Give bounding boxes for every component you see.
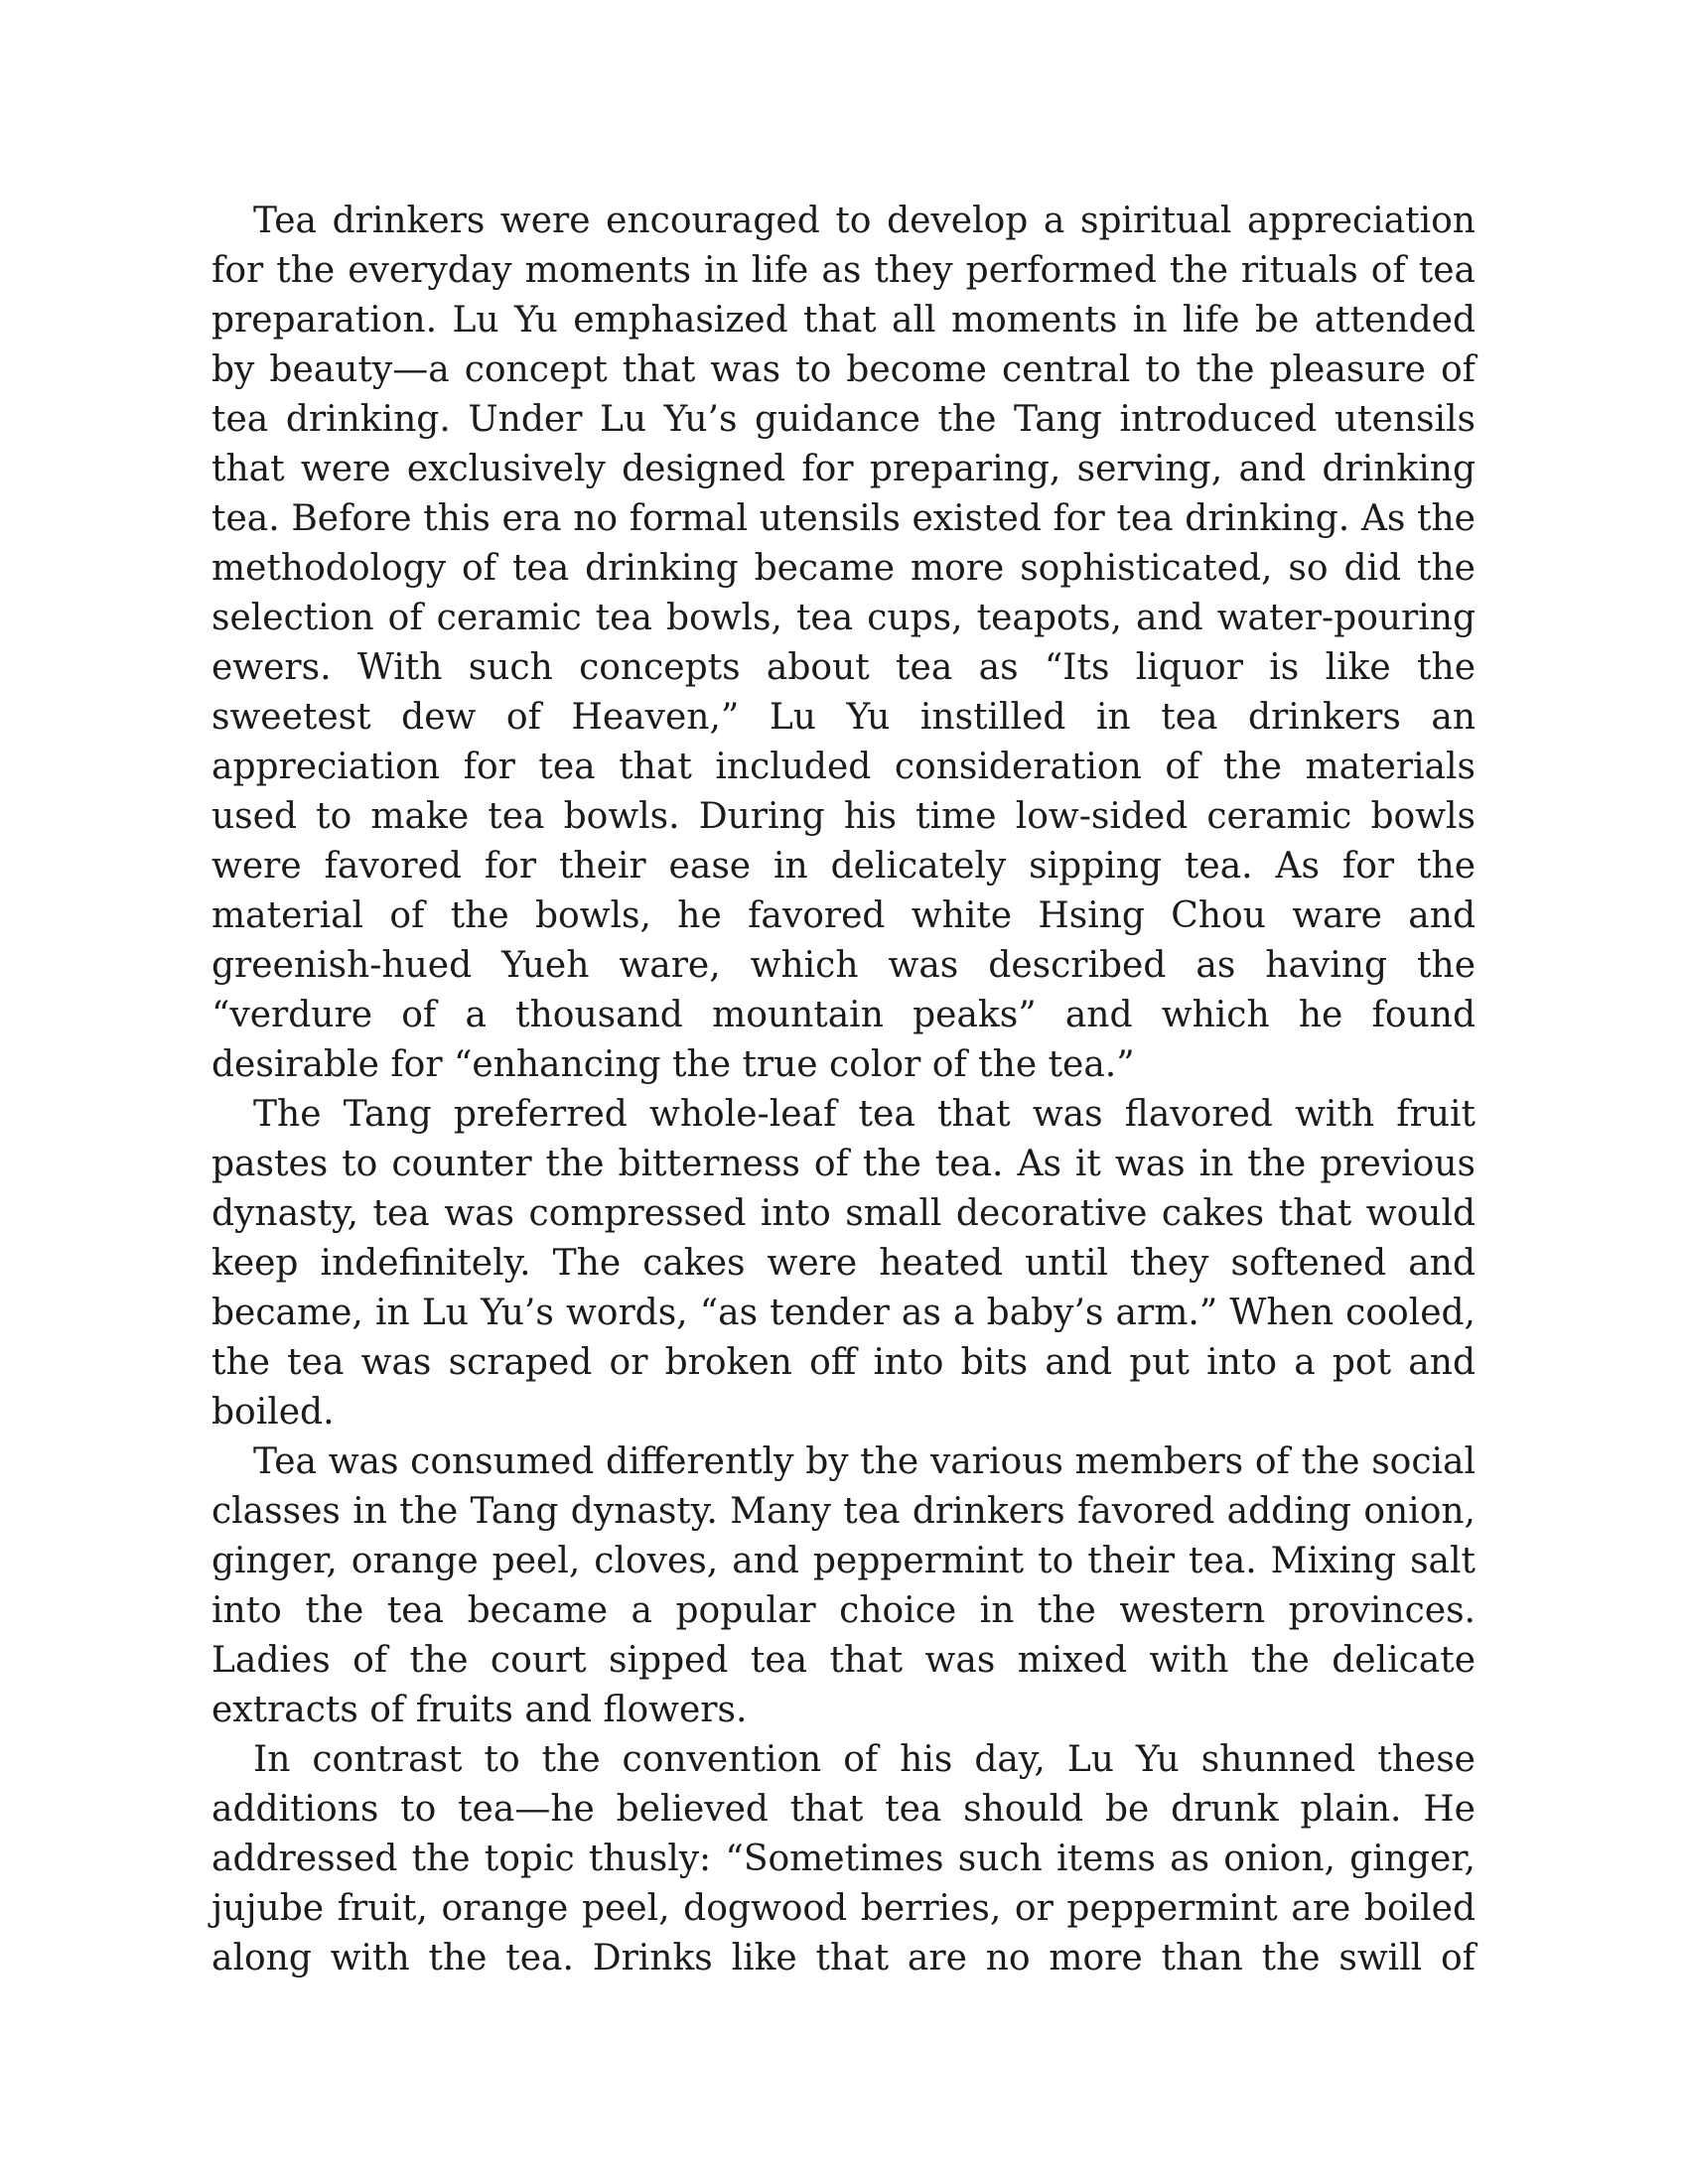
- paragraph-plain-tea: In contrast to the convention of his day, Lu Yu shunned these additions to tea—he believed that tea should be drunk plain. He addressed the topic thusly: “Sometimes such items as onion, ginger, jujube fruit, orange peel, dogwood berries, or peppermint are boiled along with the tea. Drinks like that are no more than the swill of: [211, 1739, 1476, 1979]
- page-body: [211, 197, 1476, 1983]
- paragraph-lu-yu-utensils: Tea drinkers were encouraged to develop a spiritual appreciation for the everyday moments in life as they performed the rituals of tea preparation. Lu Yu emphasized that all moments in life be attended by beauty—a concept that was to become central to the pleasure of tea drinking. Under Lu Yu’s guidance the Tang introduced utensils that were exclusively designed for preparing, serving, and drinking tea. Before this era no formal utensils existed for tea drinking. As the methodology of tea drinking became more sophisticated, so did the selection of ceramic tea bowls, tea cups, teapots, and water-pouring ewers. With such concepts about tea as “Its liquor is like the sweetest dew of Heaven,” Lu Yu instilled in tea drinkers an appreciation for tea that included consideration of the materials used to make tea bowls. During his time low-sided ceramic bowls were favored for their ease in delicately sipping tea. As for the material of the bowls, he favored white Hsing Chou ware and greenish-hued Yueh ware, which was described as having the “verdure of a thousand mountain peaks” and which he found desirable for “enhancing the true color of the tea.”: [211, 201, 1476, 1085]
- paragraph-social-classes: Tea was consumed differently by the various members of the social classes in the Tang dynasty. Many tea drinkers favored adding onion, ginger, orange peel, cloves, and peppermint to their tea. Mixing salt into the tea became a popular choice in the western provinces. Ladies of the court sipped tea that was mixed with the delicate extracts of fruits and flowers.: [211, 1441, 1476, 1730]
- paragraph-tang-whole-leaf-tea: The Tang preferred whole-leaf tea that was flavored with fruit pastes to counter the bitterness of the tea. As it was in the previous dynasty, tea was compressed into small decorative cakes that would keep indefinitely. The cakes were heated until they softened and became, in Lu Yu’s words, “as tender as a baby’s arm.” When cooled, the tea was scraped or broken off into bits and put into a pot and boiled.: [211, 1094, 1476, 1433]
